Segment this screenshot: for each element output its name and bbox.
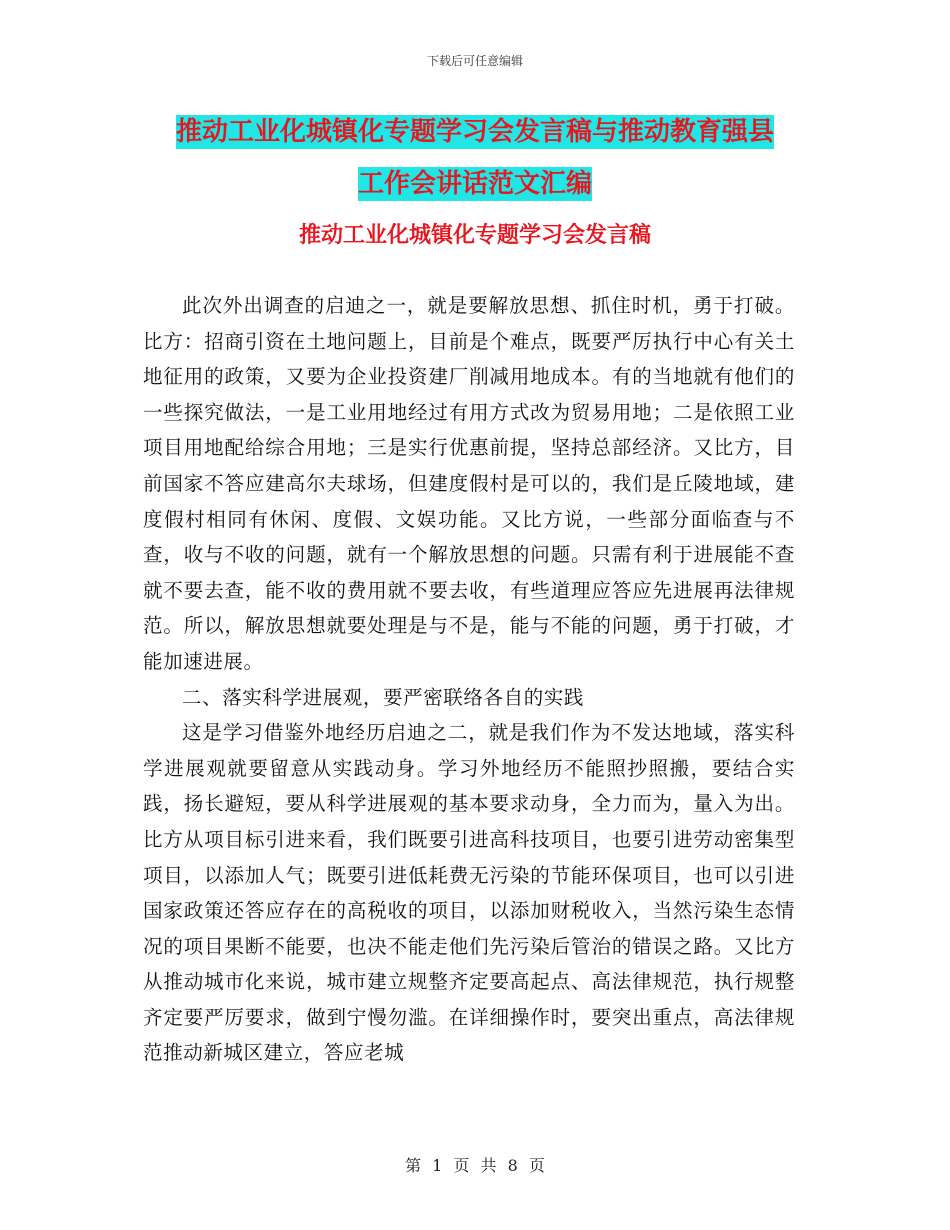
document-title-line-1: 推动工业化城镇化专题学习会发言稿与推动教育强县 [175,117,774,147]
paragraph: 此次外出调查的启迪之一，就是要解放思想、抓住时机，勇于打破。比方：招商引资在土地问题上，目前是个难点，既要严厉执行中心有关土地征用的政策，又要为企业投资建厂削减用地成本。有的当地就有他们的一些探究做法，一是工业用地经过有用方式改为贸易用地；二是依照工业项目用地配给综合用地；三是实行优惠前提，坚持总部经济。又比方，目前国家不答应建高尔夫球场，但建度假村是可以的，我们是丘陵地域，建度假村相同有休闲、度假、文娱功能。又比方说，一些部分面临查与不查，收与不收的问题，就有一个解放思想的问题。只需有利于进展能不查就不要去查，能不收的费用就不要去收，有些道理应答应先进展再法律规范。所以，解放思想就要处理是与不是，能与不能的问题，勇于打破，才能加速进展。 [143,294,795,673]
header-note: 下载后可任意编辑 [426,54,523,68]
document-body [143,288,795,1071]
document-title-line-2: 工作会讲话范文汇编 [357,169,592,199]
page-number: 第 1 页 共 8 页 [405,1156,545,1175]
paragraph-heading: 二、落实科学进展观，要严密联络各自的实践 [182,685,585,709]
paragraph: 这是学习借鉴外地经历启迪之二，就是我们作为不发达地域，落实科学进展观就要留意从实践动身。学习外地经历不能照抄照搬，要结合实践，扬长避短，要从科学进展观的基本要求动身，全力而为，量入为出。比方从项目标引进来看，我们既要引进高科技项目，也要引进劳动密集型项目，以添加人气；既要引进低耗费无污染的节能环保项目，也可以引进国家政策还答应存在的高税收的项目，以添加财税收入，当然污染生态情况的项目果断不能要，也决不能走他们先污染后管治的错误之路。又比方从推动城市化来说，城市建立规整齐定要高起点、高法律规范，执行规整齐定要严厉要求，做到宁慢勿滥。在详细操作时，要突出重点，高法律规范推动新城区建立，答应老城 [143,721,795,1065]
document-title [60,106,890,210]
section-title: 推动工业化城镇化专题学习会发言稿 [298,223,651,248]
